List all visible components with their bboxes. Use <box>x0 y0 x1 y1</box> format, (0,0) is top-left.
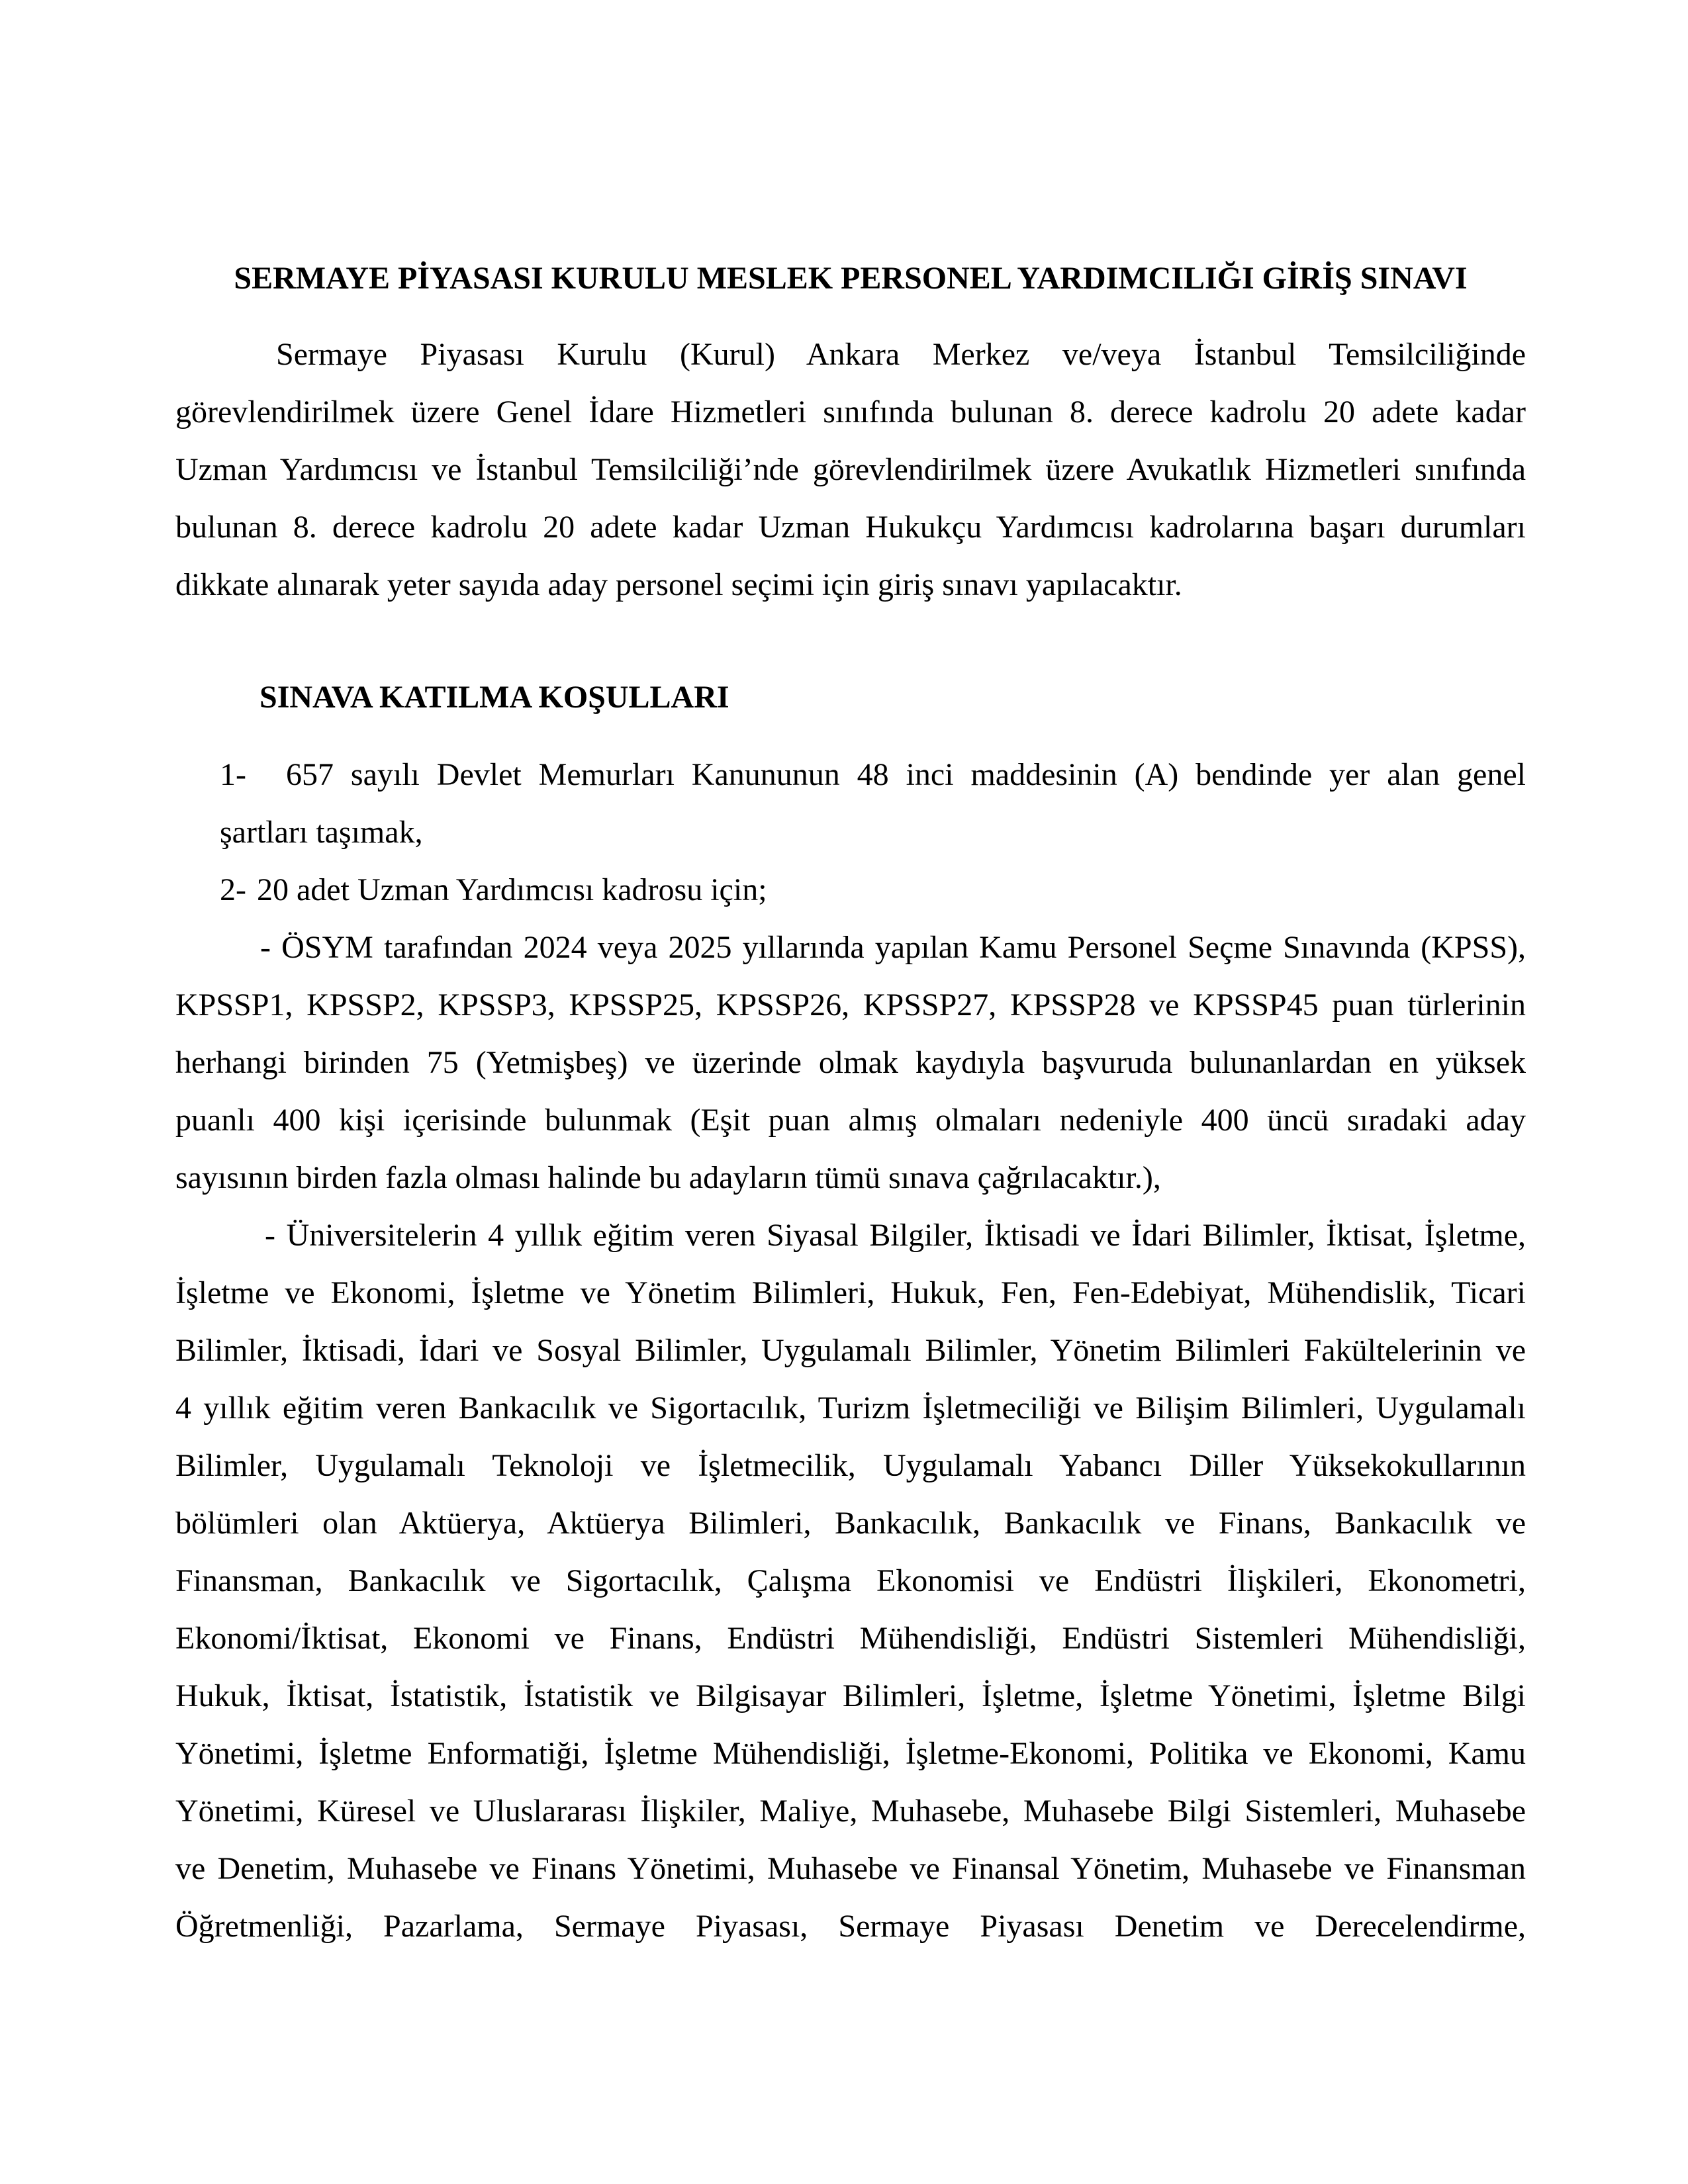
conditions-list <box>175 746 1526 1955</box>
kpss-paragraph-line: sayısının birden fazla olması halinde bu adayların tümü sınava çağrılacaktır.), <box>175 1160 1161 1195</box>
intro-line: dikkate alınarak yeter sayıda aday personel seçimi için giriş sınavı yapılacaktır. <box>175 567 1182 602</box>
condition-item-1 <box>175 746 1526 803</box>
condition-text: 20 adet Uzman Yardımcısı kadrosu için; <box>257 872 767 907</box>
education-paragraph-line: Öğretmenliği, Pazarlama, Sermaye Piyasası, Sermaye Piyasası Denetim ve Derecelendirme, <box>175 1909 1526 1944</box>
page-title: SERMAYE PİYASASI KURULU MESLEK PERSONEL YARDIMCILIĞI GİRİŞ SINAVI <box>234 261 1468 296</box>
education-paragraph-line: Bilimler, Uygulamalı Teknoloji ve İşletmecilik, Uygulamalı Yabancı Diller Yüksekokullarının <box>175 1448 1526 1483</box>
condition-item-2 <box>175 861 1526 919</box>
education-paragraph-line: - Üniversitelerin 4 yıllık eğitim veren Siyasal Bilgiler, İktisadi ve İdari Bilimler, İktisat, İşletme, <box>265 1218 1526 1253</box>
education-paragraph-line: Yönetimi, Küresel ve Uluslararası İlişkiler, Maliye, Muhasebe, Muhasebe Bilgi Sistemleri, Muhasebe <box>175 1794 1526 1829</box>
kpss-paragraph-line: herhangi birinden 75 (Yetmişbeş) ve üzerinde olmak kaydıyla başvuruda bulunanlardan en yüksek <box>175 1045 1526 1080</box>
intro-line: görevlendirilmek üzere Genel İdare Hizmetleri sınıfında bulunan 8. derece kadrolu 20 adete kadar <box>175 394 1526 430</box>
education-paragraph-line: Hukuk, İktisat, İstatistik, İstatistik ve Bilgisayar Bilimleri, İşletme, İşletme Yönetimi, İşletme Bilgi <box>175 1678 1526 1713</box>
education-paragraph-line: Bilimler, İktisadi, İdari ve Sosyal Bilimler, Uygulamalı Bilimler, Yönetim Bilimleri Fakültelerinin ve <box>175 1333 1526 1368</box>
condition-text: 657 sayılı Devlet Memurları Kanununun 48 inci maddesinin (A) bendinde yer alan genel <box>286 757 1526 792</box>
section-heading: SINAVA KATILMA KOŞULLARI <box>259 680 729 715</box>
education-paragraph-line: Finansman, Bankacılık ve Sigortacılık, Çalışma Ekonomisi ve Endüstri İlişkileri, Ekonometri, <box>175 1563 1526 1598</box>
intro-line: Uzman Yardımcısı ve İstanbul Temsilciliği’nde görevlendirilmek üzere Avukatlık Hizmetleri sınıfında <box>175 452 1526 487</box>
intro-paragraph <box>175 326 1526 614</box>
kpss-paragraph-line: - ÖSYM tarafından 2024 veya 2025 yıllarında yapılan Kamu Personel Seçme Sınavında (KPSS), <box>260 930 1526 965</box>
education-paragraph-line: İşletme ve Ekonomi, İşletme ve Yönetim Bilimleri, Hukuk, Fen, Fen-Edebiyat, Mühendislik, Ticari <box>175 1275 1526 1310</box>
education-paragraph-line: bölümleri olan Aktüerya, Aktüerya Bilimleri, Bankacılık, Bankacılık ve Finans, Bankacılık ve <box>175 1506 1526 1541</box>
list-marker: 2- <box>220 872 246 907</box>
education-paragraph-line: Ekonomi/İktisat, Ekonomi ve Finans, Endüstri Mühendisliği, Endüstri Sistemleri Mühendisliği, <box>175 1621 1526 1656</box>
kpss-paragraph-line: puanlı 400 kişi içerisinde bulunmak (Eşit puan almış olmaları nedeniyle 400 üncü sıradaki aday <box>175 1103 1526 1138</box>
education-paragraph-line: Yönetimi, İşletme Enformatiği, İşletme Mühendisliği, İşletme-Ekonomi, Politika ve Ekonomi, Kamu <box>175 1736 1526 1771</box>
intro-line: bulunan 8. derece kadrolu 20 adete kadar Uzman Hukukçu Yardımcısı kadrolarına başarı durumları <box>175 510 1526 545</box>
intro-line: Sermaye Piyasası Kurulu (Kurul) Ankara Merkez ve/veya İstanbul Temsilciliğinde <box>276 337 1526 372</box>
kpss-paragraph-line: KPSSP1, KPSSP2, KPSSP3, KPSSP25, KPSSP26, KPSSP27, KPSSP28 ve KPSSP45 puan türlerinin <box>175 987 1526 1023</box>
education-paragraph-line: ve Denetim, Muhasebe ve Finans Yönetimi, Muhasebe ve Finansal Yönetim, Muhasebe ve Finansman <box>175 1851 1526 1886</box>
document-content <box>175 0 1526 2184</box>
list-marker: 1- <box>220 757 246 792</box>
condition-item-1-continued: şartları taşımak, <box>220 815 423 850</box>
education-paragraph-line: 4 yıllık eğitim veren Bankacılık ve Sigortacılık, Turizm İşletmeciliği ve Bilişim Bilimleri, Uygulamalı <box>175 1390 1526 1426</box>
